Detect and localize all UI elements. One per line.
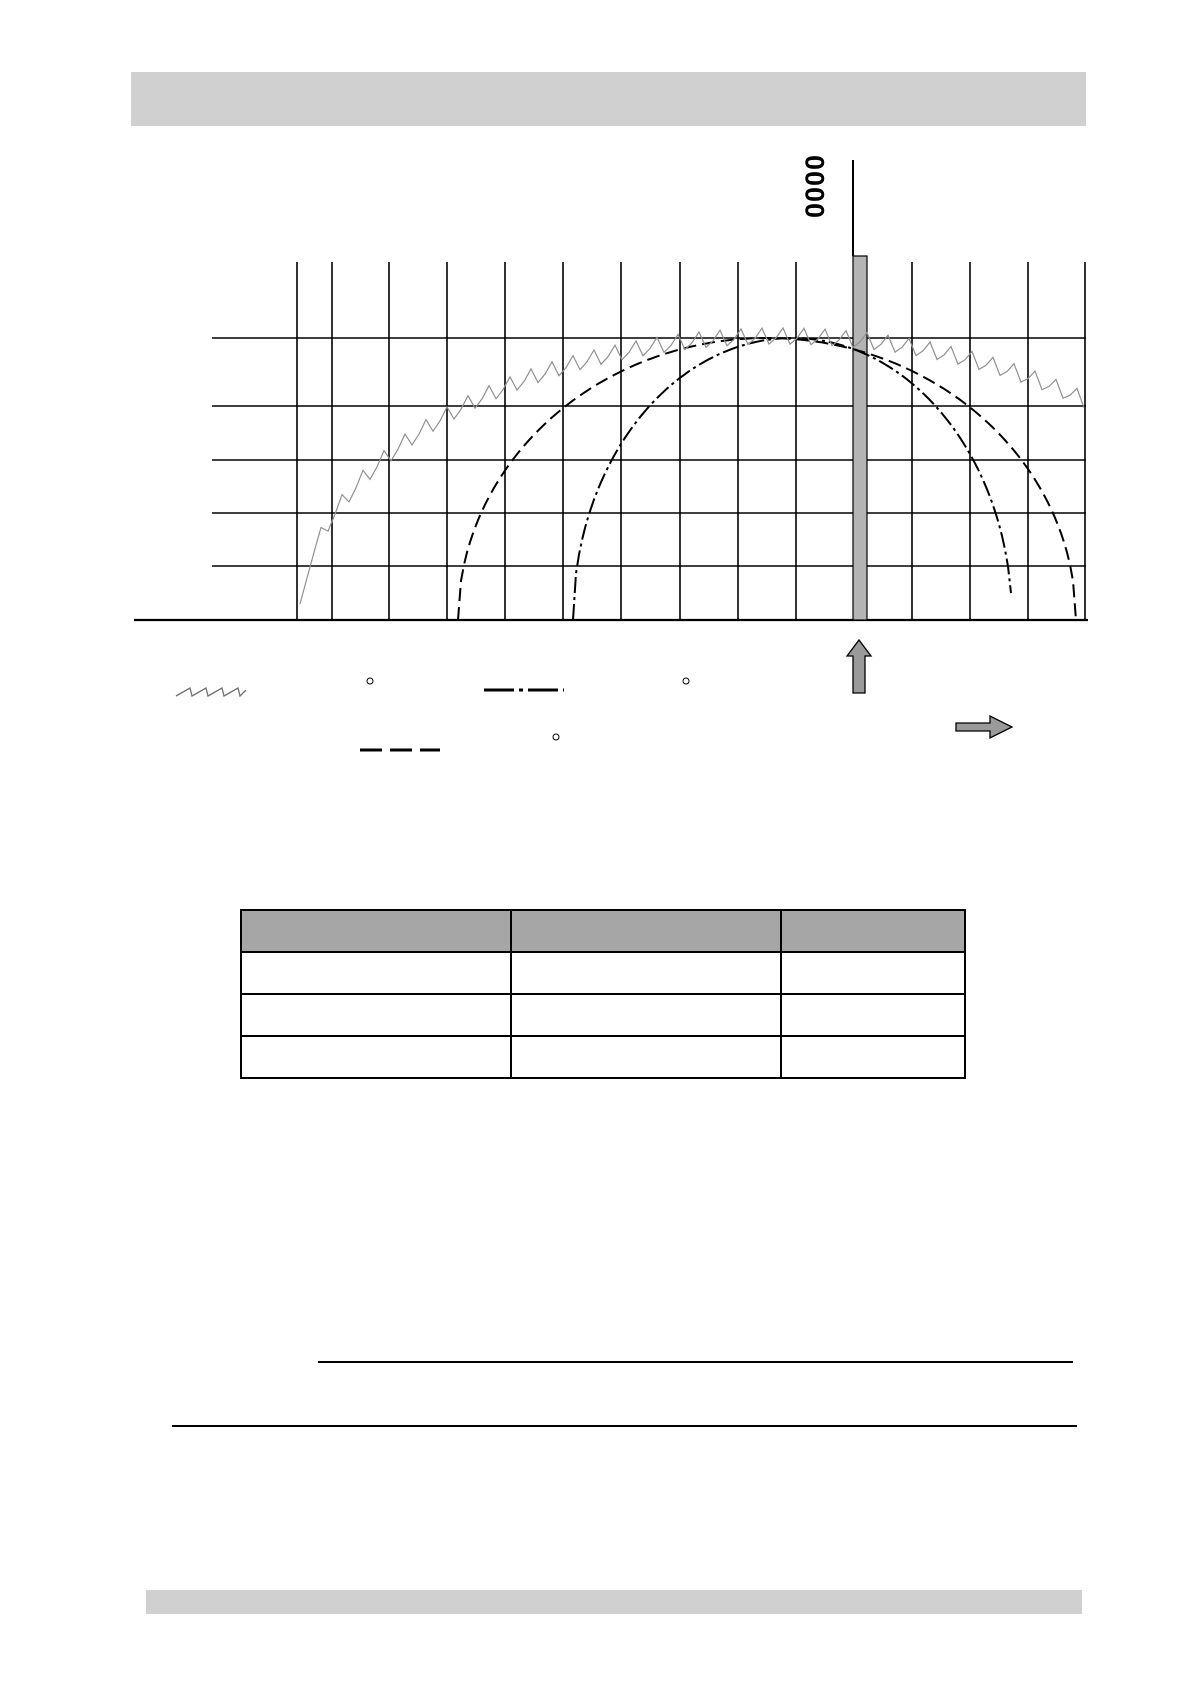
table-cell (781, 952, 965, 994)
table-row (241, 952, 965, 994)
marker-label: 0000 (800, 153, 830, 218)
signature-line (318, 1361, 1073, 1363)
series-dashed (458, 338, 1076, 620)
degree-symbol (367, 678, 373, 684)
table-cell (511, 994, 781, 1036)
degree-symbol (553, 734, 559, 740)
table-row (241, 1036, 965, 1078)
table-header-cell (241, 910, 511, 952)
table-cell (241, 1036, 511, 1078)
table-cell (241, 952, 511, 994)
table-cell (241, 994, 511, 1036)
table-header-row (241, 910, 965, 952)
table-cell (781, 1036, 965, 1078)
degree-symbol (683, 678, 689, 684)
right-arrow-icon (956, 716, 1012, 738)
marker-band (853, 256, 867, 620)
data-table (240, 909, 966, 1079)
table-header-cell (511, 910, 781, 952)
divider-line (172, 1425, 1077, 1427)
table-cell (781, 994, 965, 1036)
series-jagged (300, 328, 1084, 604)
up-arrow-icon (847, 640, 871, 693)
table-row (241, 994, 965, 1036)
series-dash-dot (573, 338, 1011, 620)
table-cell (511, 1036, 781, 1078)
page-footer-bar (146, 1590, 1082, 1614)
table-header-cell (781, 910, 965, 952)
table-cell (511, 952, 781, 994)
chart (0, 0, 1191, 790)
jagged-line-icon (176, 688, 246, 696)
